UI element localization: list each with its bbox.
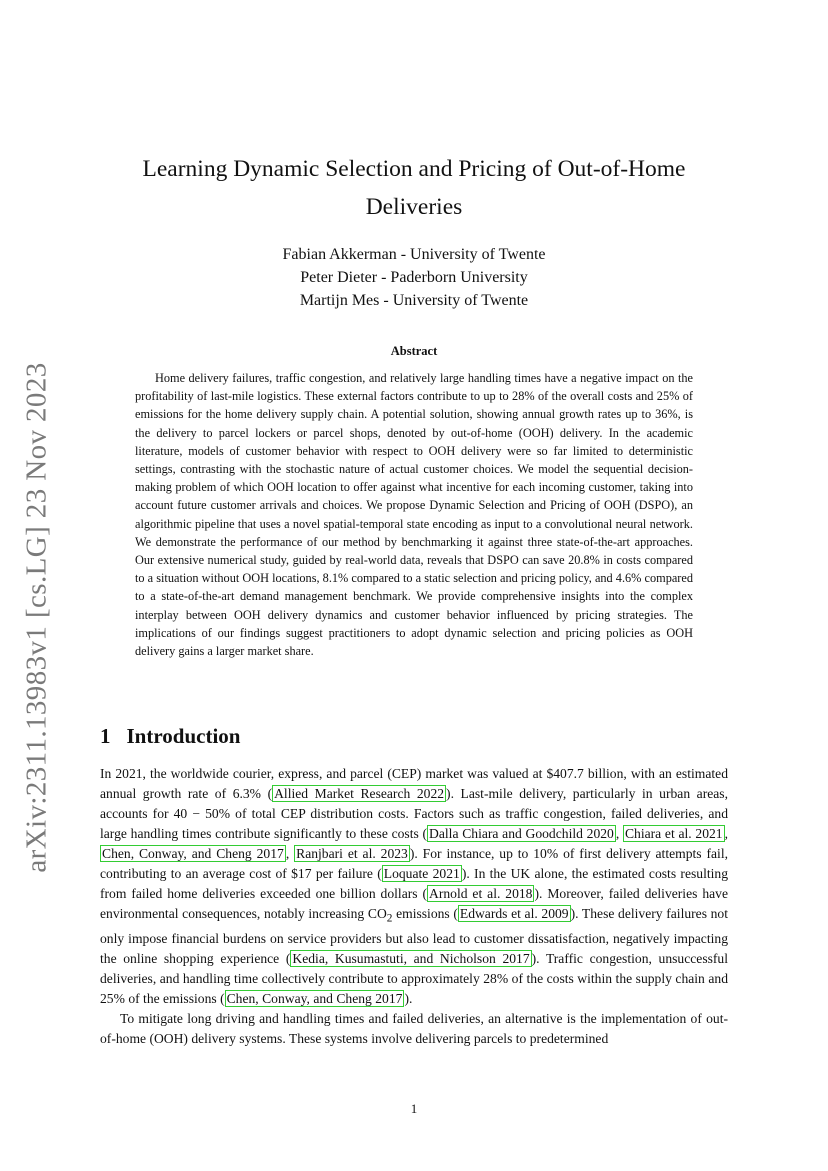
intro-text: ). xyxy=(404,990,413,1006)
intro-text: ). Last-mile delivery, particularly in urban areas, accounts for 40 − 50% of total CEP distribution costs. Factors such as traffic congestion, failed deliveries, and large handling times contribute significantly to these costs ( xyxy=(100,786,728,841)
citation-chen-conway-cheng-2[interactable]: Chen, Conway, and Cheng 2017 xyxy=(226,990,403,1006)
intro-text: ). These delivery failures not only impose financial burdens on service providers but also lead to customer dissatisfaction, negatively impacting the online shopping experience ( xyxy=(100,906,729,966)
citation-kedia[interactable]: Kedia, Kusumastuti, and Nicholson 2017 xyxy=(292,950,530,966)
author-list xyxy=(100,243,728,312)
abstract-text: Home delivery failures, traffic congestion, and relatively large handling times have a negative impact on the profitability of last-mile logistics. These external factors contribute to up to 28% of the overall costs and 25% of emissions for the home delivery supply chain. A potential solution, showing annual growth rates up to 36%, is the delivery to parcel lockers or parcel shops, denoted by out-of-home (OOH) delivery. In the academic literature, models of customer behavior with respect to OOH delivery were so far limited to deterministic settings, contrasting with the stochastic nature of actual customer choices. We model the sequential decision-making problem of which OOH location to offer against what incentive for each incoming customer, taking into account future customer arrivals and choices. We propose Dynamic Selection and Pricing of OOH (DSPO), an algorithmic pipeline that uses a novel spatial-temporal state encoding as input to a convolutional neural network. We demonstrate the performance of our method by benchmarking it against three state-of-the-art approaches. Our extensive numerical study, guided by real-world data, reveals that DSPO can save 20.8% in costs compared to a situation without OOH locations, 8.1% compared to a static selection and pricing policy, and 4.6% compared to a state-of-the-art demand management benchmark. We provide comprehensive insights into the complex interplay between OOH delivery dynamics and customer behavior influenced by pricing strategies. The implications of our findings suggest practitioners to adopt dynamic selection and pricing policies as OOH delivery gains a larger market share. xyxy=(135,371,693,659)
citation-allied-market-research[interactable]: Allied Market Research 2022 xyxy=(274,786,445,801)
intro-text: emissions ( xyxy=(392,906,458,921)
introduction-body xyxy=(100,764,728,1049)
intro-paragraph-1 xyxy=(100,764,728,1009)
arxiv-identifier-text: arXiv:2311.13983v1 [cs.LG] 23 Nov 2023 xyxy=(20,362,53,873)
author-1: Fabian Akkerman - University of Twente xyxy=(282,246,546,263)
intro-paragraph-2: To mitigate long driving and handling times and failed deliveries, an alternative is the implementation of out-of-home (OOH) delivery systems. These systems involve delivering parcels to predetermined xyxy=(100,1010,728,1046)
citation-chiara[interactable]: Chiara et al. 2021 xyxy=(624,826,723,841)
intro-text: , xyxy=(615,826,623,841)
citation-ranjbari[interactable]: Ranjbari et al. 2023 xyxy=(296,846,408,861)
citation-arnold[interactable]: Arnold et al. 2018 xyxy=(429,886,533,901)
section-heading-introduction xyxy=(100,724,240,749)
page-number: 1 xyxy=(410,1101,418,1116)
section-number: 1 xyxy=(100,724,111,748)
intro-text: ). Traffic congestion, unsuccessful deliveries, and handling time collectively contribute to approximately 28% of the costs within the supply chain and 25% of the emissions ( xyxy=(100,950,728,1006)
citation-edwards[interactable]: Edwards et al. 2009 xyxy=(459,906,569,921)
intro-text: ). For instance, up to 10% of first delivery attempts fail, contributing to an average cost of $17 per failure ( xyxy=(100,846,728,881)
intro-text: ). In the UK alone, the estimated costs resulting from failed home deliveries exceeded one billion dollars ( xyxy=(100,866,728,901)
citation-dalla-chiara[interactable]: Dalla Chiara and Goodchild 2020 xyxy=(429,826,614,841)
intro-text: In 2021, the worldwide courier, express, and parcel (CEP) market was valued at $407.7 billion, with an estimated annual growth rate of 6.3% ( xyxy=(100,766,728,801)
author-2: Peter Dieter - Paderborn University xyxy=(300,269,528,286)
intro-text: ). Moreover, failed deliveries have environmental consequences, notably increasing CO xyxy=(100,886,728,921)
section-title: Introduction xyxy=(126,724,241,748)
citation-chen-conway-cheng[interactable]: Chen, Conway, and Cheng 2017 xyxy=(102,846,284,861)
citation-loquate[interactable]: Loquate 2021 xyxy=(383,866,460,881)
arxiv-identifier xyxy=(14,355,60,880)
author-3: Martijn Mes - University of Twente xyxy=(299,292,529,309)
intro-text: , xyxy=(285,846,295,861)
co2-subscript: 2 xyxy=(386,912,393,925)
intro-text: , xyxy=(724,826,728,841)
abstract-heading: Abstract xyxy=(390,344,438,358)
paper-title: Learning Dynamic Selection and Pricing of Out-of-Home Deliveries xyxy=(142,156,686,220)
